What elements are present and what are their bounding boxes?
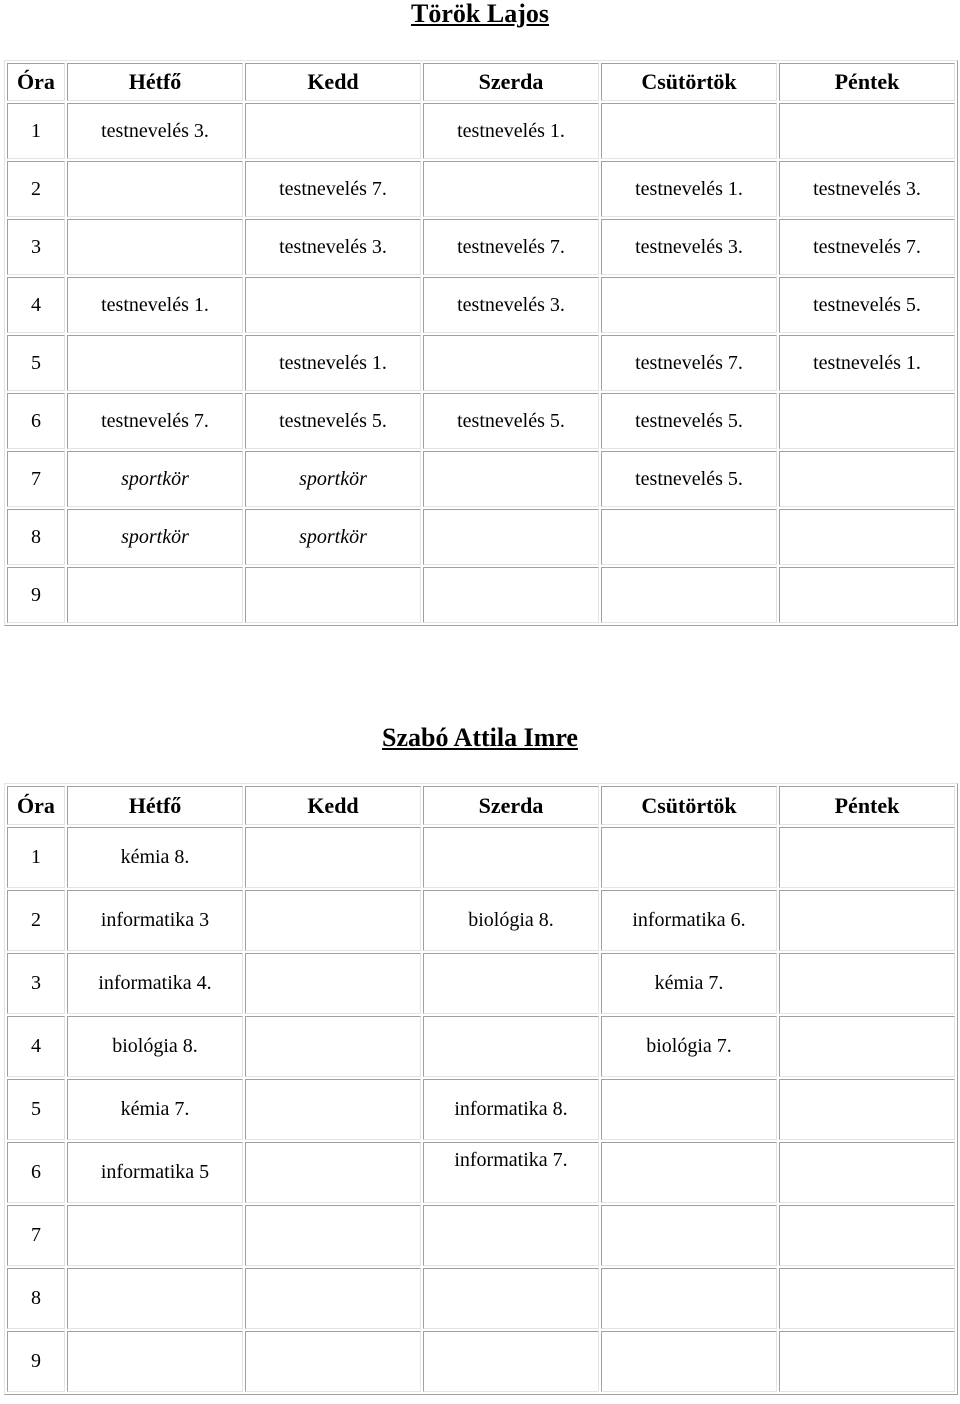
lesson-cell-monday: informatika 5: [67, 1142, 243, 1203]
hour-cell: 4: [7, 277, 65, 333]
lesson-cell-tuesday: [245, 890, 421, 951]
table-row: [7, 277, 955, 333]
lesson-cell-wednesday: [423, 509, 599, 565]
lesson-cell-tuesday: [245, 1331, 421, 1392]
lesson-cell-tuesday: [245, 827, 421, 888]
hour-cell: 5: [7, 335, 65, 391]
table-row: [7, 1079, 955, 1140]
lesson-cell-friday: [779, 1268, 955, 1329]
lesson-cell-wednesday: [423, 1268, 599, 1329]
lesson-cell-thursday: testnevelés 5.: [601, 451, 777, 507]
column-header-hour: Óra: [7, 786, 65, 825]
timetable-table: [4, 60, 958, 626]
lesson-cell-monday: [67, 335, 243, 391]
header-row: [7, 63, 955, 101]
lesson-cell-monday: informatika 4.: [67, 953, 243, 1014]
lesson-cell-thursday: [601, 277, 777, 333]
lesson-cell-friday: [779, 1016, 955, 1077]
hour-cell: 8: [7, 1268, 65, 1329]
table-header: [7, 63, 955, 101]
lesson-cell-monday: [67, 1205, 243, 1266]
lesson-cell-wednesday: testnevelés 1.: [423, 103, 599, 159]
hour-cell: 9: [7, 1331, 65, 1392]
lesson-cell-thursday: [601, 509, 777, 565]
lesson-cell-wednesday: [423, 451, 599, 507]
lesson-cell-thursday: [601, 567, 777, 623]
timetable-table: [4, 783, 958, 1395]
hour-cell: 1: [7, 827, 65, 888]
lesson-cell-friday: [779, 953, 955, 1014]
lesson-cell-monday: testnevelés 7.: [67, 393, 243, 449]
lesson-cell-friday: [779, 393, 955, 449]
lesson-cell-friday: testnevelés 7.: [779, 219, 955, 275]
column-header-wednesday: Szerda: [423, 63, 599, 101]
lesson-cell-friday: [779, 1331, 955, 1392]
lesson-cell-wednesday: biológia 8.: [423, 890, 599, 951]
hour-cell: 7: [7, 451, 65, 507]
lesson-cell-friday: [779, 1079, 955, 1140]
column-header-thursday: Csütörtök: [601, 63, 777, 101]
lesson-cell-thursday: [601, 1268, 777, 1329]
lesson-cell-monday: [67, 161, 243, 217]
lesson-cell-thursday: [601, 827, 777, 888]
lesson-cell-wednesday: [423, 335, 599, 391]
column-header-wednesday: Szerda: [423, 786, 599, 825]
lesson-cell-tuesday: [245, 1079, 421, 1140]
hour-cell: 7: [7, 1205, 65, 1266]
lesson-cell-tuesday: [245, 567, 421, 623]
column-header-tuesday: Kedd: [245, 786, 421, 825]
lesson-cell-tuesday: [245, 1205, 421, 1266]
lesson-cell-friday: testnevelés 1.: [779, 335, 955, 391]
table-row: [7, 509, 955, 565]
hour-cell: 5: [7, 1079, 65, 1140]
lesson-cell-monday: [67, 219, 243, 275]
table-row: [7, 103, 955, 159]
table-row: [7, 451, 955, 507]
hour-cell: 2: [7, 890, 65, 951]
lesson-cell-tuesday: testnevelés 1.: [245, 335, 421, 391]
lesson-cell-thursday: [601, 103, 777, 159]
lesson-cell-monday: sportkör: [67, 509, 243, 565]
lesson-cell-monday: informatika 3: [67, 890, 243, 951]
lesson-cell-wednesday: informatika 8.: [423, 1079, 599, 1140]
lesson-cell-wednesday: testnevelés 7.: [423, 219, 599, 275]
column-header-hour: Óra: [7, 63, 65, 101]
lesson-cell-friday: testnevelés 5.: [779, 277, 955, 333]
lesson-cell-tuesday: [245, 103, 421, 159]
lesson-cell-friday: testnevelés 3.: [779, 161, 955, 217]
lesson-cell-friday: [779, 1142, 955, 1203]
table-row: [7, 161, 955, 217]
hour-cell: 2: [7, 161, 65, 217]
table-row: [7, 393, 955, 449]
lesson-cell-friday: [779, 451, 955, 507]
lesson-cell-monday: [67, 1331, 243, 1392]
table-body: [7, 827, 955, 1392]
column-header-monday: Hétfő: [67, 786, 243, 825]
table-row: [7, 335, 955, 391]
lesson-cell-tuesday: testnevelés 5.: [245, 393, 421, 449]
lesson-cell-monday: [67, 567, 243, 623]
lesson-cell-wednesday: [423, 161, 599, 217]
lesson-cell-wednesday: informatika 7.: [423, 1142, 599, 1203]
teacher-name-heading: Szabó Attila Imre: [382, 723, 578, 752]
column-header-friday: Péntek: [779, 63, 955, 101]
table-row: [7, 1142, 955, 1203]
lesson-cell-tuesday: [245, 953, 421, 1014]
lesson-cell-thursday: [601, 1331, 777, 1392]
lesson-cell-friday: [779, 103, 955, 159]
hour-cell: 1: [7, 103, 65, 159]
table-row: [7, 1205, 955, 1266]
lesson-cell-thursday: [601, 1142, 777, 1203]
hour-cell: 3: [7, 219, 65, 275]
lesson-cell-wednesday: [423, 1331, 599, 1392]
lesson-cell-thursday: testnevelés 3.: [601, 219, 777, 275]
lesson-cell-thursday: testnevelés 5.: [601, 393, 777, 449]
table-header: [7, 786, 955, 825]
table-row: [7, 219, 955, 275]
hour-cell: 9: [7, 567, 65, 623]
lesson-cell-wednesday: testnevelés 5.: [423, 393, 599, 449]
lesson-cell-friday: [779, 1205, 955, 1266]
lesson-cell-wednesday: [423, 1205, 599, 1266]
lesson-cell-friday: [779, 567, 955, 623]
lesson-cell-wednesday: [423, 1016, 599, 1077]
table-row: [7, 567, 955, 623]
lesson-cell-friday: [779, 827, 955, 888]
table-row: [7, 953, 955, 1014]
column-header-monday: Hétfő: [67, 63, 243, 101]
lesson-cell-monday: testnevelés 1.: [67, 277, 243, 333]
lesson-cell-tuesday: sportkör: [245, 509, 421, 565]
column-header-friday: Péntek: [779, 786, 955, 825]
lesson-cell-tuesday: sportkör: [245, 451, 421, 507]
table-row: [7, 1016, 955, 1077]
lesson-cell-tuesday: [245, 1142, 421, 1203]
column-header-thursday: Csütörtök: [601, 786, 777, 825]
lesson-cell-thursday: testnevelés 7.: [601, 335, 777, 391]
lesson-cell-thursday: [601, 1205, 777, 1266]
lesson-cell-monday: sportkör: [67, 451, 243, 507]
lesson-cell-wednesday: [423, 827, 599, 888]
hour-cell: 4: [7, 1016, 65, 1077]
lesson-cell-tuesday: [245, 1016, 421, 1077]
hour-cell: 8: [7, 509, 65, 565]
teacher-name-heading: Török Lajos: [411, 0, 549, 28]
lesson-cell-monday: biológia 8.: [67, 1016, 243, 1077]
lesson-cell-monday: testnevelés 3.: [67, 103, 243, 159]
hour-cell: 6: [7, 393, 65, 449]
lesson-cell-tuesday: testnevelés 3.: [245, 219, 421, 275]
lesson-cell-tuesday: [245, 277, 421, 333]
table-row: [7, 827, 955, 888]
lesson-cell-tuesday: [245, 1268, 421, 1329]
lesson-cell-friday: [779, 890, 955, 951]
lesson-cell-thursday: [601, 1079, 777, 1140]
lesson-cell-friday: [779, 509, 955, 565]
table-row: [7, 1268, 955, 1329]
column-header-tuesday: Kedd: [245, 63, 421, 101]
lesson-cell-thursday: informatika 6.: [601, 890, 777, 951]
table-row: [7, 1331, 955, 1392]
lesson-cell-monday: kémia 8.: [67, 827, 243, 888]
table-body: [7, 103, 955, 623]
lesson-cell-wednesday: testnevelés 3.: [423, 277, 599, 333]
lesson-cell-thursday: biológia 7.: [601, 1016, 777, 1077]
lesson-cell-tuesday: testnevelés 7.: [245, 161, 421, 217]
lesson-cell-monday: kémia 7.: [67, 1079, 243, 1140]
lesson-cell-thursday: kémia 7.: [601, 953, 777, 1014]
lesson-cell-wednesday: [423, 953, 599, 1014]
header-row: [7, 786, 955, 825]
table-row: [7, 890, 955, 951]
hour-cell: 6: [7, 1142, 65, 1203]
lesson-cell-monday: [67, 1268, 243, 1329]
lesson-cell-thursday: testnevelés 1.: [601, 161, 777, 217]
hour-cell: 3: [7, 953, 65, 1014]
lesson-cell-wednesday: [423, 567, 599, 623]
